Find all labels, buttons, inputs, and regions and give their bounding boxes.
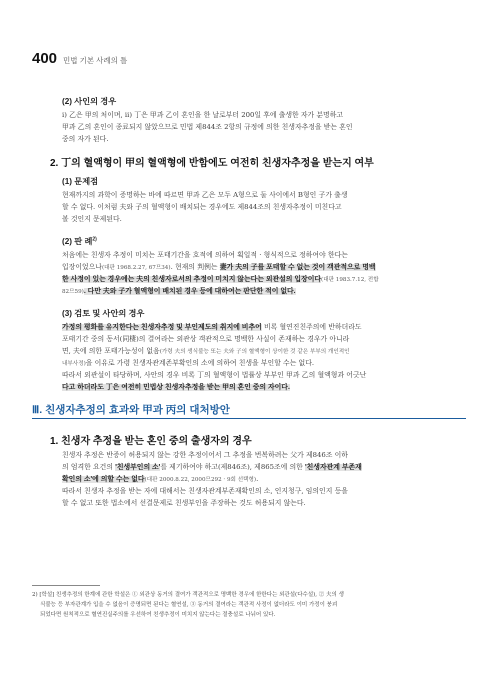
highlighted-text: '친생부인의 소' [115,464,161,471]
highlighted-text: 한 사정이 있는 경우에는 夫의 친생자로서의 추정이 미치지 않는다는 외관설의 입장이다 [62,276,322,283]
subheading-label: (2) 판 례 [62,237,93,246]
highlighted-text: 확인의 소'에 의할 수는 없다 [62,476,145,483]
paragraph-line: 甲과 乙의 혼인이 종료되지 않았으므로 민법 제844조 2항의 규정에 의한 친생자추정을 받는 혼인 [62,123,353,131]
text-run: 입장이었으나 [62,263,102,271]
subheading-review: (3) 검토 및 사안의 경우 [62,309,145,318]
paragraph-line: 따라서 친생자 추정을 받는 자에 대해서는 친생자관계부존재확인의 소, 인지청구, 임의인지 등을 [62,487,348,495]
paragraph-line: 볼 것인지 문제된다. [62,215,122,223]
paragraph-line: 처음에는 친생자 추정이 미치는 포태기간을 호적에 의하여 획일적 · 형식적으로 정하여야 한다는 [62,251,348,259]
citation: (대판 1968.2.27, 67므34) [101,265,171,271]
section-heading-1: 1. 친생자 추정을 받는 혼인 중의 출생자의 경우 [50,436,252,447]
footnote-line: 식불능 등 부자관계가 입을 수 없음이 증명되면 된다는 혈연설, ③ 동거의 결여라는 객관적 사정이 없더라도 이미 가정이 붕괴 [40,602,338,608]
text-run: 의 엄격한 요건의 [62,463,113,471]
paragraph-line: 중의 자가 된다. [62,135,109,143]
parenthetical: (가령 夫의 생식불능 또는 夫와 子의 혈액형이 상이한 것 같은 부부의 개인적인 [159,349,350,355]
highlighted-text: 妻가 夫의 子를 포태할 수 없는 것이 객관적으로 명백 [219,264,376,271]
footnote-ref: 2) [92,236,97,243]
paragraph-line: 할 수 없다. 이처럼 夫와 子의 혈액형이 배치되는 경우에도 제844조의 친생자추정이 미친다고 [62,203,342,211]
citation: (대판 1983.7.12, 전합 [321,277,379,283]
heading-divider [32,418,466,419]
text-run: 를 제기하여야 하고(제846조), 제865조에 의한 [160,463,303,471]
text-run: 을 이유로 가령 친생자관계존부확인의 소에 의하여 친생을 부인할 수는 없다. [85,359,315,367]
citation: (대판 2000.8.22, 2000므292 · 9회 선택형) [144,477,257,483]
paragraph-line [62,358,314,369]
page-number: 400 [32,50,58,67]
text-run: . [256,475,259,483]
text-run: 면, 夫에 의한 포태가능성이 없음 [62,347,160,355]
highlighted-text: '친생자관계 부존재 [305,464,362,471]
highlighted-text: 다고 하더라도 丁은 여전히 민법상 친생자추정을 받는 甲의 혼인 중의 자이다. [62,384,290,391]
section-heading-2: 2. 丁의 혈액형이 甲의 혈액형에 반함에도 여전히 친생자추정을 받는지 여부 [50,158,374,169]
page-header [32,50,127,67]
footnote-line: 되었다면 원칙적으로 혈연진실주의를 우선하여 친생추정이 미치지 않는다는 절충설로 나뉘어 있다. [40,612,276,618]
text-run: . 현재의 判例는 [170,263,218,271]
paragraph-line: 따라서 외관설이 타당하며, 사안의 경우 비록 丁의 혈액형이 법률상 부부인 甲과 乙의 혈액형과 어긋난 [62,371,367,379]
parenthetical: 내부사정) [62,361,86,367]
footnote-divider [32,585,100,586]
footnote-line: 2) [학설] 친생추정의 한계에 관한 학설은 ① 외관상 동거의 결여가 객관적으로 명백한 경우에 한한다는 외관설(다수설), ② 夫의 생 [32,592,344,598]
subheading-case: (2) 사인의 경우 [62,97,117,106]
paragraph-line [62,286,296,297]
text-run: 비록 혈연진친주의에 반하더라도 [261,323,362,331]
paragraph-line [62,322,362,333]
highlighted-text: 가정의 평화를 유지한다는 친생자추정 및 부인제도의 취지에 비추어 [62,324,262,331]
citation: 82므59) [62,289,84,295]
paragraph-line [62,346,350,357]
paragraph-line [62,474,258,485]
paragraph-line: 현재까지의 과학이 증명하는 바에 따르면 甲과 乙은 모두 A형으로 둘 사이에서 B형인 子가 출생 [62,191,348,199]
paragraph-line [62,462,362,473]
book-title: 민법 기본 사례의 틀 [63,56,128,65]
paragraph-line: 할 수 없고 또한 법소에서 선결문제로 친생부인을 주장하는 것도 허용되지 않는다. [62,499,306,507]
subheading-precedent [62,236,97,247]
paragraph-line [62,382,290,393]
paragraph-line: ⅰ) 乙은 甲의 처이며, ⅱ) 丁은 甲과 乙이 혼인을 한 날로부터 200일 후에 출생한 자가 분명하고 [62,111,344,119]
chapter-heading-3: Ⅲ. 친생자추정의 효과와 甲과 丙의 대처방안 [32,404,230,416]
paragraph-line [62,262,376,273]
paragraph-line: 포태기간 중의 동서(同棲)의 결여라는 외관상 객관적으로 명백한 사실이 존재하는 경우가 아니라 [62,335,350,343]
paragraph-line: 친생자 추정은 반증이 허용되지 않는 강한 추정이어서 그 추정을 번복하려는 父가 제846조 이하 [62,451,348,459]
highlighted-text: . 다만 夫와 子가 혈액형이 배치된 경우 등에 대하여는 판단한 적이 없다. [83,288,296,295]
subheading-issue: (1) 문제점 [62,177,99,186]
paragraph-line [62,274,379,285]
